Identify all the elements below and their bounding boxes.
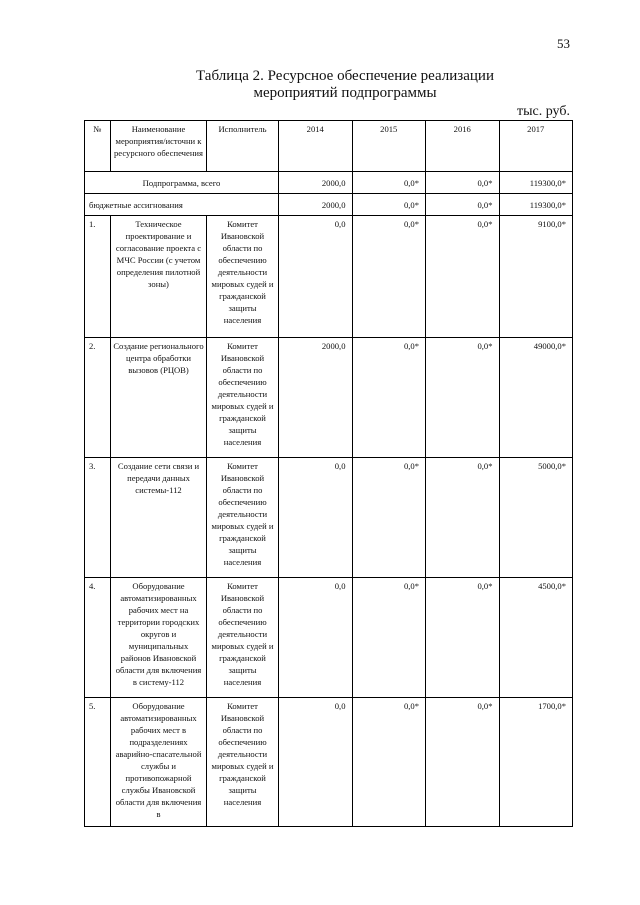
cell-2017: 49000,0* [499, 338, 573, 458]
row-number: 5. [85, 698, 111, 827]
cell-2015: 0,0* [352, 458, 426, 578]
row-executor: Комитет Ивановской области по обеспечению деятельности мировых судей и гражданской защиты населения [207, 698, 279, 827]
header-2014: 2014 [279, 121, 353, 172]
page-number: 53 [557, 36, 570, 51]
cell-2017: 9100,0* [499, 216, 573, 338]
cell-2016: 0,0* [426, 338, 500, 458]
header-row [85, 121, 573, 172]
cell-2015: 0,0* [352, 578, 426, 698]
cell-2015: 0,0* [352, 698, 426, 827]
table-row [85, 216, 573, 338]
cell-2016: 0,0* [426, 698, 500, 827]
table-row [85, 578, 573, 698]
table-row [85, 338, 573, 458]
cell-2016: 0,0* [426, 578, 500, 698]
cell-2017: 119300,0* [499, 194, 573, 216]
cell-2015: 0,0* [352, 172, 426, 194]
row-name: Создание регионального центра обработки вызовов (РЦОВ) [111, 338, 207, 458]
header-2016: 2016 [426, 121, 500, 172]
summary-row-budget [85, 194, 573, 216]
row-number: 2. [85, 338, 111, 458]
row-executor: Комитет Ивановской области по обеспечению деятельности мировых судей и гражданской защиты населения [207, 338, 279, 458]
row-executor: Комитет Ивановской области по обеспечению деятельности мировых судей и гражданской защиты населения [207, 578, 279, 698]
summary-label: Подпрограмма, всего [85, 172, 279, 194]
header-executor: Исполнитель [207, 121, 279, 172]
table-title [160, 68, 530, 102]
row-number: 1. [85, 216, 111, 338]
cell-2014: 0,0 [279, 458, 353, 578]
cell-2014: 2000,0 [279, 194, 353, 216]
cell-2015: 0,0* [352, 216, 426, 338]
header-2015: 2015 [352, 121, 426, 172]
cell-2017: 5000,0* [499, 458, 573, 578]
row-name: Оборудование автоматизированных рабочих мест на территории городских округов и муниципальных районов Ивановской области для включения в систему-112 [111, 578, 207, 698]
cell-2015: 0,0* [352, 194, 426, 216]
cell-2016: 0,0* [426, 216, 500, 338]
row-name: Техническое проектирование и согласование проекта с МЧС России (с учетом определения пилотной зоны) [111, 216, 207, 338]
header-no: № [85, 121, 111, 172]
title-line-2: мероприятий подпрограммы [253, 85, 437, 101]
summary-label: бюджетные ассигнования [85, 194, 279, 216]
table-row [85, 458, 573, 578]
cell-2014: 0,0 [279, 698, 353, 827]
cell-2017: 1700,0* [499, 698, 573, 827]
cell-2016: 0,0* [426, 458, 500, 578]
cell-2015: 0,0* [352, 338, 426, 458]
units-label: тыс. руб. [517, 104, 570, 119]
header-2017: 2017 [499, 121, 573, 172]
cell-2014: 0,0 [279, 578, 353, 698]
summary-row-total [85, 172, 573, 194]
cell-2017: 4500,0* [499, 578, 573, 698]
table-row [85, 698, 573, 827]
header-name: Наименование мероприятия/источни к ресурсного обеспечения [111, 121, 207, 172]
cell-2014: 0,0 [279, 216, 353, 338]
cell-2017: 119300,0* [499, 172, 573, 194]
row-name: Оборудование автоматизированных рабочих мест в подразделениях аварийно-спасательной службы и противопожарной службы Ивановской области для включения в [111, 698, 207, 827]
row-number: 4. [85, 578, 111, 698]
title-line-1: Таблица 2. Ресурсное обеспечение реализации [196, 68, 494, 84]
row-executor: Комитет Ивановской области по обеспечению деятельности мировых судей и гражданской защиты населения [207, 216, 279, 338]
cell-2014: 2000,0 [279, 172, 353, 194]
row-name: Создание сети связи и передачи данных системы-112 [111, 458, 207, 578]
cell-2014: 2000,0 [279, 338, 353, 458]
row-number: 3. [85, 458, 111, 578]
cell-2016: 0,0* [426, 172, 500, 194]
cell-2016: 0,0* [426, 194, 500, 216]
row-executor: Комитет Ивановской области по обеспечению деятельности мировых судей и гражданской защиты населения [207, 458, 279, 578]
resource-table [84, 120, 573, 827]
